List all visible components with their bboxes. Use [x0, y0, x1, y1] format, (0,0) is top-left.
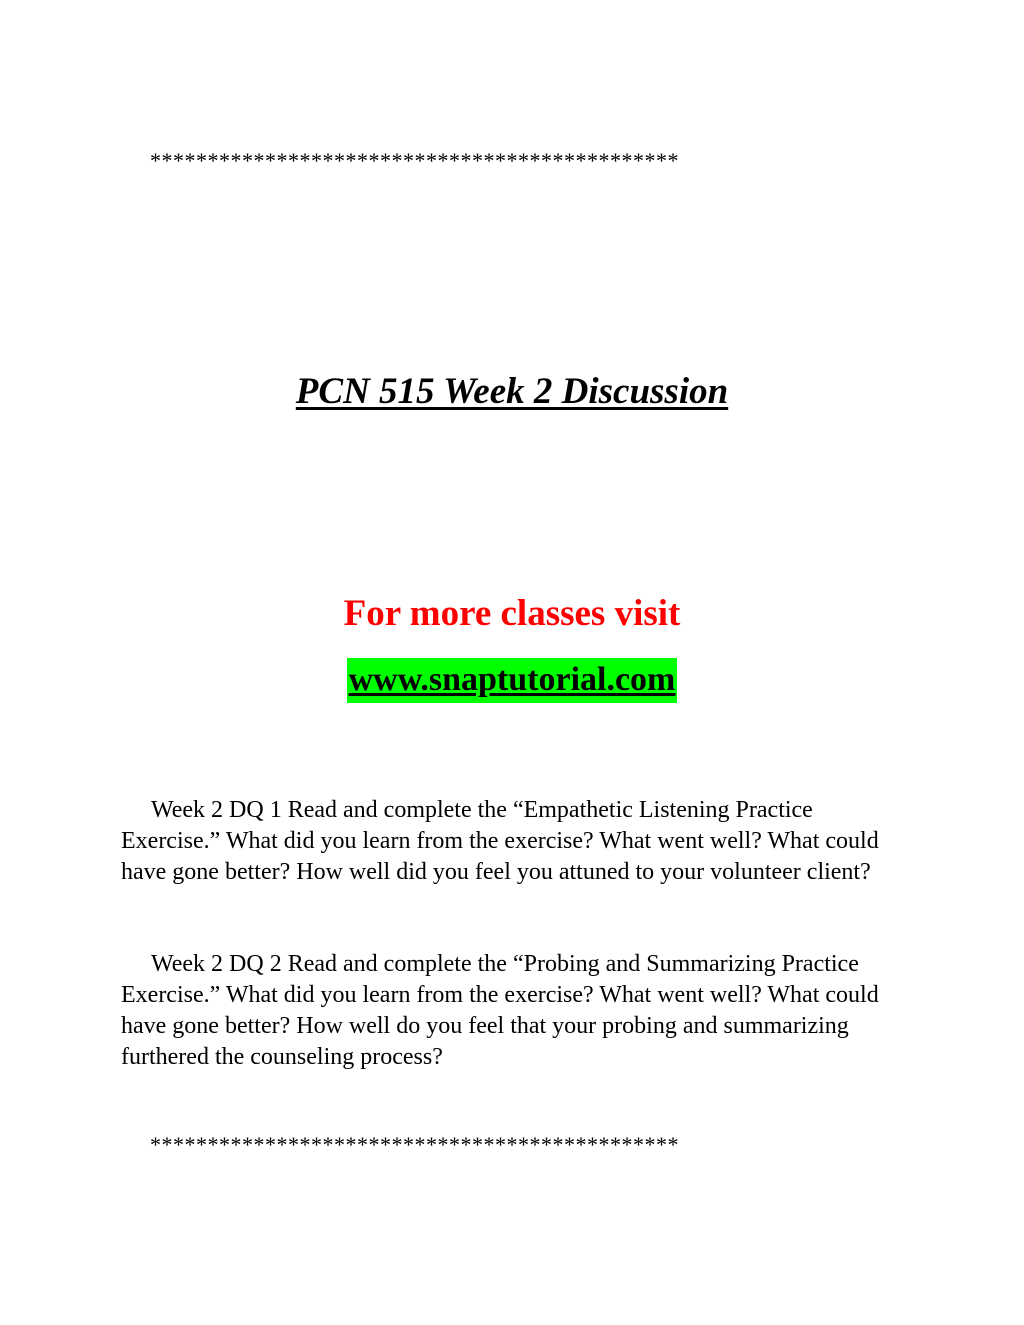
document-title: PCN 515 Week 2 Discussion — [295, 371, 729, 412]
discussion-question-1: Week 2 DQ 1 Read and complete the “Empathetic Listening Practice Exercise.” What did you learn from the exercise? What went well? What could have gone better? How well did you feel you attuned to your volunteer client? — [121, 797, 879, 885]
discussion-question-2: Week 2 DQ 2 Read and complete the “Probing and Summarizing Practice Exercise.” What did you learn from the exercise? What went well? What could have gone better? How well do you feel that your probing and summarizing furthered the counseling process? — [121, 951, 879, 1070]
separator-bottom: ********************************************** — [150, 1132, 679, 1157]
promo-heading: For more classes visit — [343, 593, 681, 634]
snaptutorial-link[interactable]: www.snaptutorial.com — [347, 658, 678, 703]
separator-top: ********************************************** — [150, 148, 679, 173]
promo-link-container — [0, 658, 1024, 703]
